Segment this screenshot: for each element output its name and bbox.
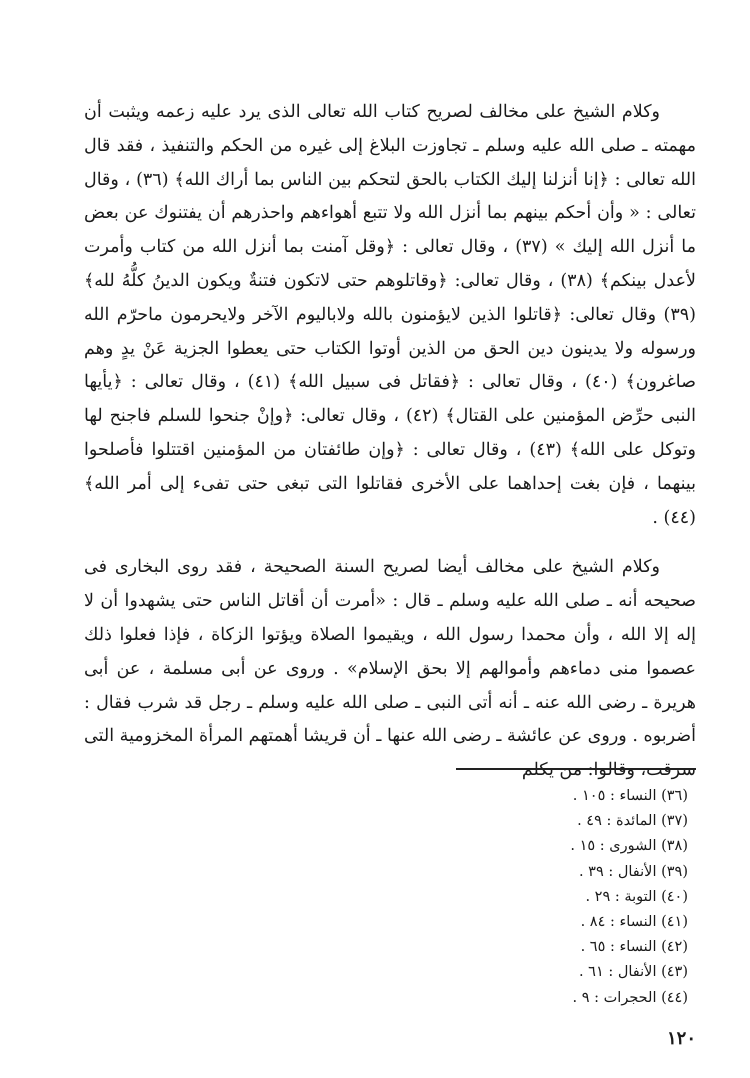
footnote-36: (٣٦) النساء : ١٠٥ . <box>572 788 688 804</box>
paragraph-1: وكلام الشيخ على مخالف لصريح كتاب الله تعالى الذى يرد عليه زعمه ويثبت أن مهمته ـ صلى الله عليه وسلم ـ تجاوزت البلاغ إلى غيره من الحكم والتنفيذ ، فقد قال الله تعالى : ﴿إنا أنزلنا إليك الكتاب بالحق لتحكم بين الناس بما أراك الله﴾ (٣٦) ، وقال تعالى : « وأن أحكم بينهم بما أنزل الله ولا تتبع أهواءهم واحذرهم أن يفتنوك عن بعض ما أنزل الله إليك » (٣٧) ، وقال تعالى : ﴿وقل آمنت بما أنزل الله من كتاب وأمرت لأعدل بينكم﴾ (٣٨) ، وقال تعالى: ﴿وقاتلوهم حتى لاتكون فتنةٌ ويكون الدينُ كلُّهُ لله﴾ (٣٩) وقال تعالى: ﴿قاتلوا الذين لايؤمنون بالله ولاباليوم الآخر ولايحرمون ماحرّم الله ورسوله ولا يدينون دين الحق من الذين أوتوا الكتاب حتى يعطوا الجزية عَنْ يدٍ وهم صاغرون﴾ (٤٠) ، وقال تعالى : ﴿فقاتل فى سبيل الله﴾ (٤١) ، وقال تعالى : ﴿يأيها النبى حرِّض المؤمنين على القتال﴾ (٤٢) ، وقال تعالى: ﴿وإنْ جنحوا للسلم فاجنح لها وتوكل على الله﴾ (٤٣) ، وقال تعالى : ﴿وإن طائفتان من المؤمنين اقتتلوا فأصلحوا بينهما ، فإن بغت إحداهما على الأخرى فقاتلوا التى تبغى حتى تفىء إلى أمر الله﴾ (٤٤) . <box>84 102 696 528</box>
footnote-44: (٤٤) الحجرات : ٩ . <box>572 989 688 1006</box>
footnotes-list <box>330 784 696 1011</box>
footnote-42: (٤٢) النساء : ٦٥ . <box>580 939 688 956</box>
footnote-40: (٤٠) التوبة : ٢٩ . <box>585 888 688 905</box>
paragraph-2: وكلام الشيخ على مخالف أيضا لصريح السنة الصحيحة ، فقد روى البخارى فى صحيحه أنه ـ صلى الله عليه وسلم ـ قال : «أمرت أن أقاتل الناس حتى يشهدوا أن لا إله إلا الله ، وأن محمدا رسول الله ، ويقيموا الصلاة ويؤتوا الزكاة ، فإذا فعلوا ذلك عصموا منى دماءهم وأموالهم إلا بحق الإسلام» . وروى عن أبى مسلمة ، عن أبى هريرة ـ رضى الله عنه ـ أنه أتى النبى ـ صلى الله عليه وسلم ـ رجل قد شرب فقال : أضربوه . وروى عن عائشة ـ رضى الله عنها ـ أن قريشا أهمتهم المرأة المخزومية التى سرقت، وقالوا: من يكلم <box>84 557 696 781</box>
footnote-41: (٤١) النساء : ٨٤ . <box>580 914 688 931</box>
page-number: ١٢٠ <box>666 1028 696 1049</box>
body-text <box>84 96 696 788</box>
footnote-38: (٣٨) الشورى : ١٥ . <box>570 838 688 855</box>
footnote-39: (٣٩) الأنفال : ٣٩ . <box>578 863 688 880</box>
footnote-divider <box>456 768 696 770</box>
footnote-43: (٤٣) الأنفال : ٦١ . <box>578 964 688 981</box>
footnote-37: (٣٧) المائدة : ٤٩ . <box>577 813 688 830</box>
